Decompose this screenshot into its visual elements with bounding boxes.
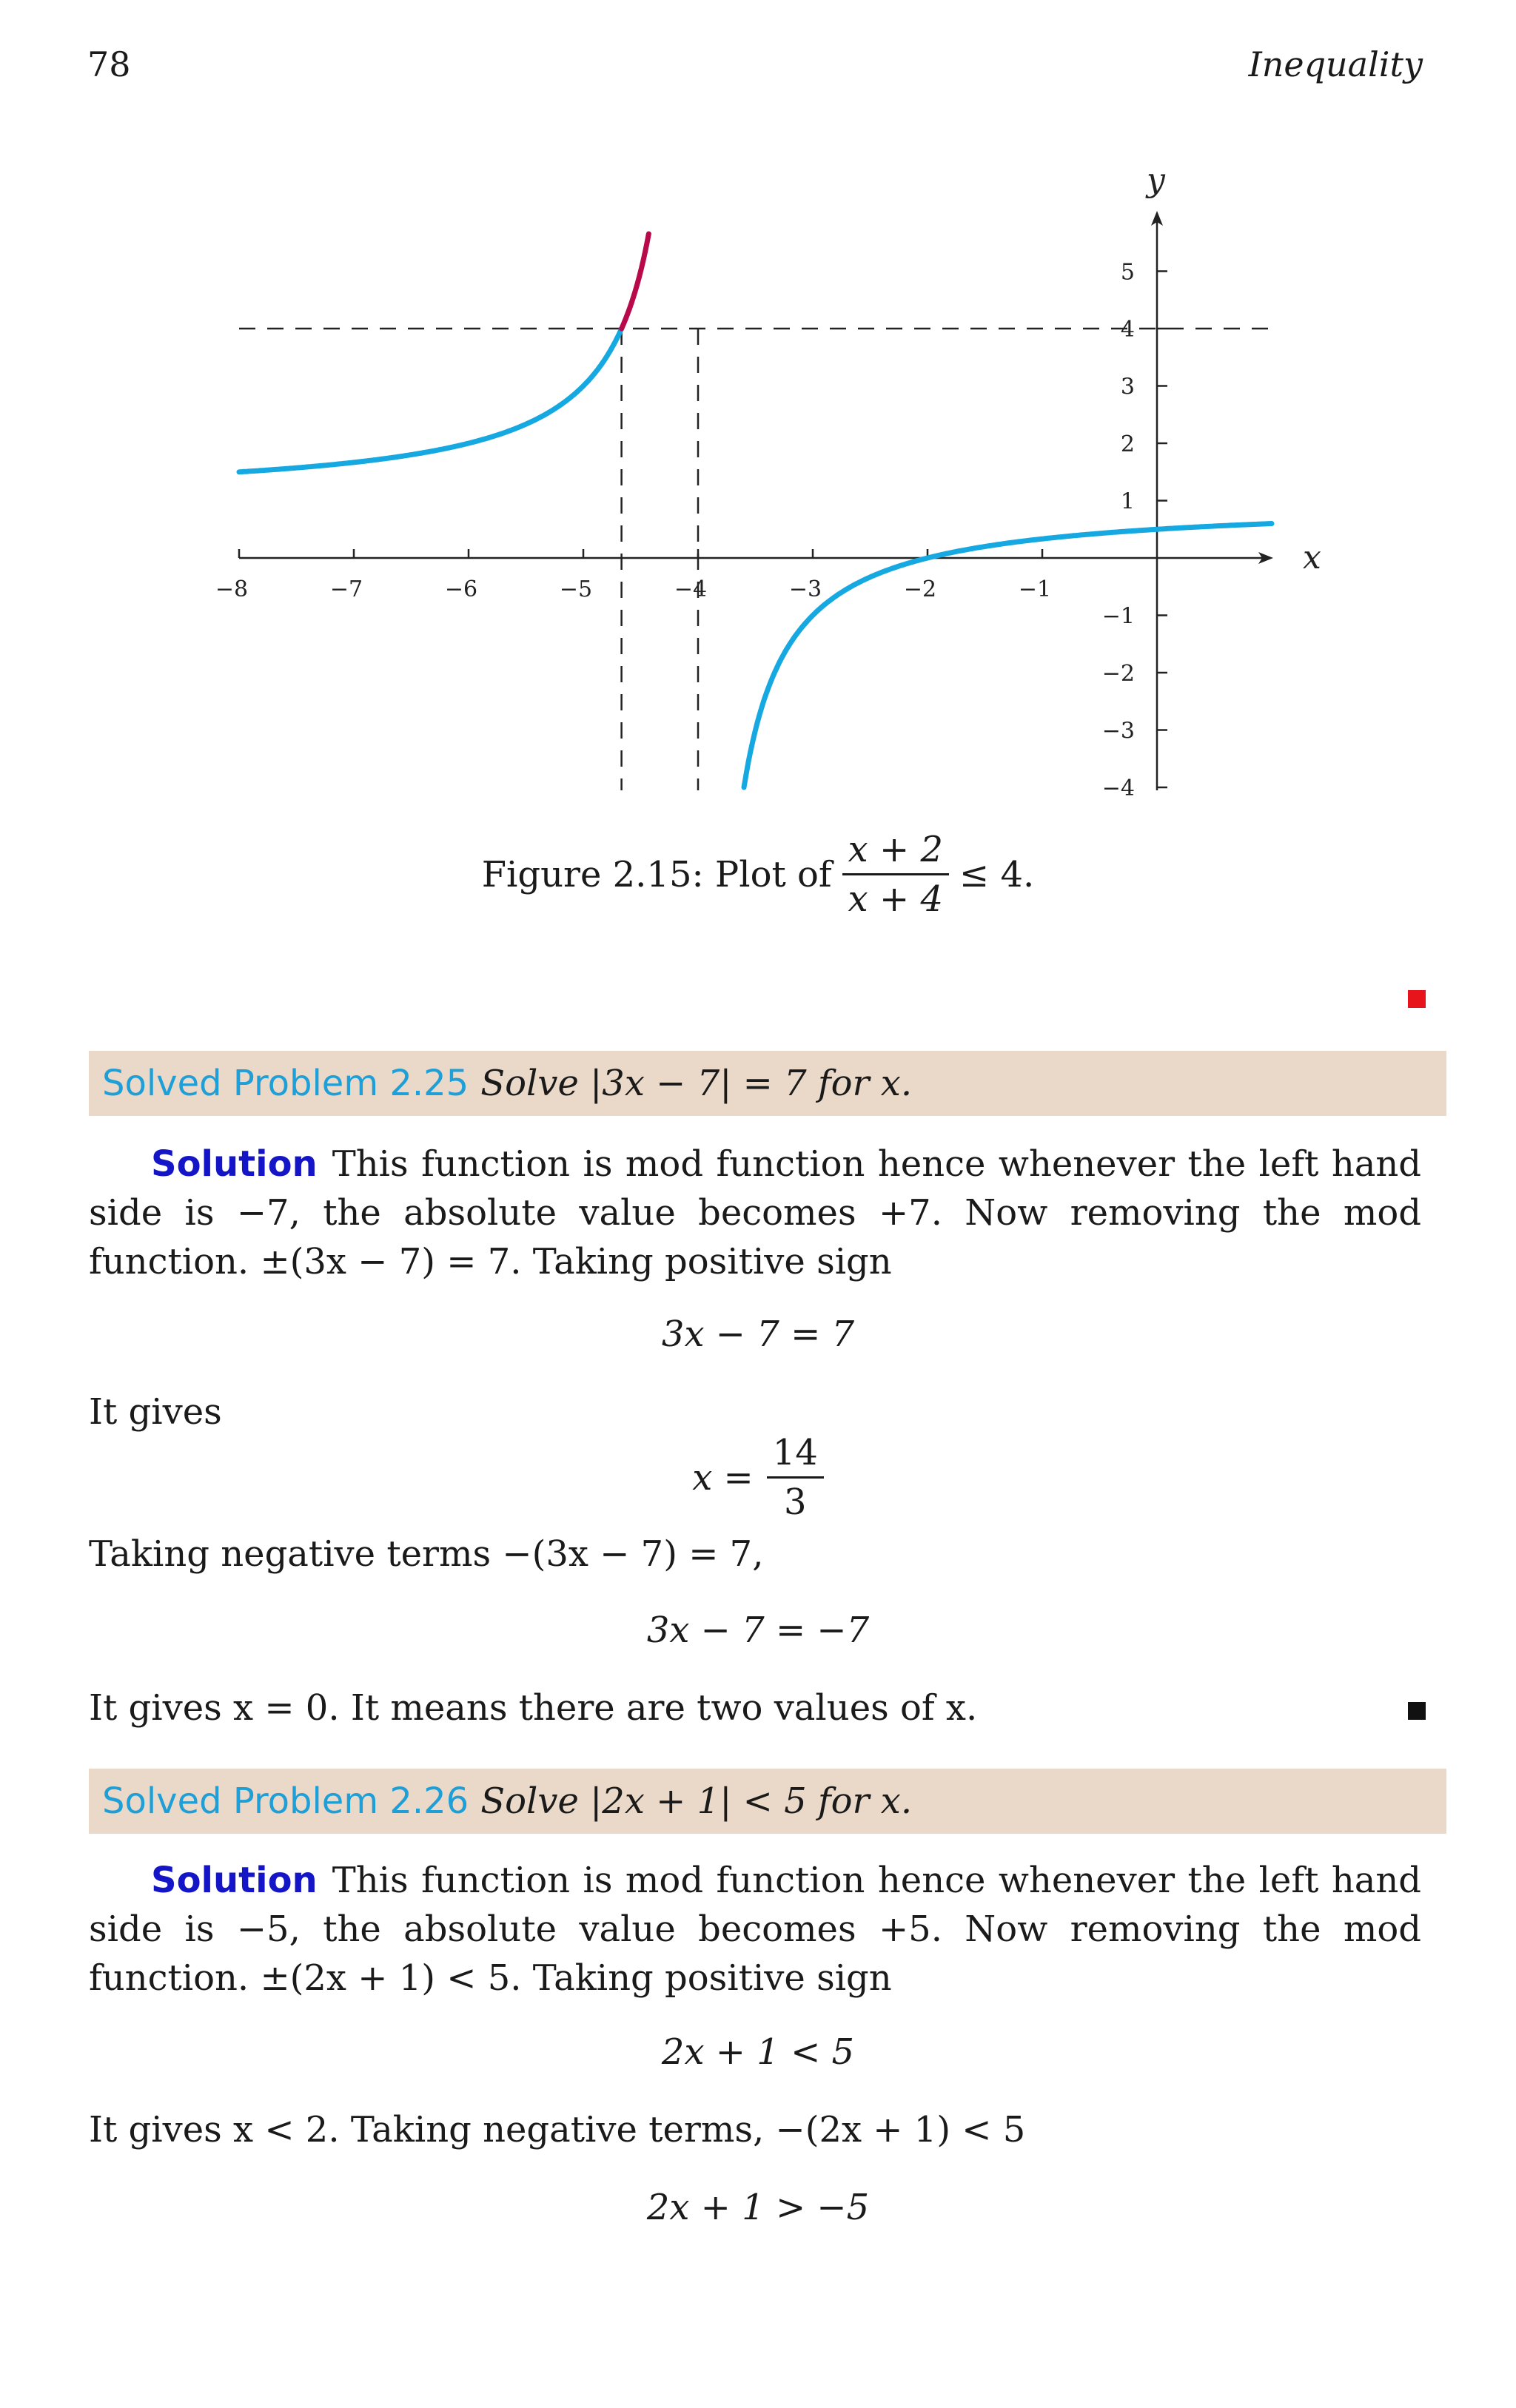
problem-statement: Solve |3x − 7| = 7 for x. <box>480 1063 913 1104</box>
figure-caption <box>0 829 1516 920</box>
problem-2-26-header <box>89 1769 1446 1834</box>
curve-left-branch-solution <box>239 329 622 472</box>
solution-label: Solution <box>151 1143 318 1185</box>
y-tick-label: 4 <box>1120 317 1135 343</box>
caption-suffix: ≤ 4. <box>959 853 1035 895</box>
y-tick-label: −1 <box>1101 603 1135 630</box>
caption-prefix: Figure 2.15: Plot of <box>481 853 832 895</box>
y-tick-label: 5 <box>1120 259 1135 286</box>
y-tick-label: 2 <box>1120 431 1135 457</box>
equation-2-lhs: x = <box>692 1456 754 1499</box>
text-it-gives: It gives <box>89 1391 222 1433</box>
problem-label: Solved Problem 2.26 <box>102 1780 469 1822</box>
x-tick-label: −1 <box>1018 576 1052 602</box>
caption-denominator: x + 4 <box>848 878 944 920</box>
x-tick-label: −3 <box>788 576 822 602</box>
solution-text: This function is mod function hence whenever the left hand side is −5, the absolute value becomes +5. Now removing the mod function. ±(2x + 1) < 5. Taking positive sign <box>89 1860 1421 1999</box>
curve-left-branch-excluded <box>622 234 649 329</box>
end-of-example-square-red <box>1408 990 1426 1008</box>
caption-numerator: x + 2 <box>842 829 949 875</box>
x-tick-label: −4 <box>674 576 708 602</box>
y-tick-label: 3 <box>1120 374 1135 400</box>
equation-2-numerator: 14 <box>767 1432 824 1479</box>
solution-paragraph <box>89 1856 1421 2002</box>
equation-2: 2x + 1 > −5 <box>646 2187 870 2228</box>
text-it-gives: It gives x < 2. Taking negative terms, −(2x + 1) < 5 <box>89 2109 1026 2150</box>
equation-2 <box>0 1432 1516 1523</box>
plot-svg <box>0 0 1516 814</box>
x-axis-label: x <box>1303 539 1321 576</box>
equation-1: 3x − 7 = 7 <box>661 1314 855 1355</box>
equation-1: 2x + 1 < 5 <box>661 2031 855 2073</box>
problem-2-25-header <box>89 1051 1446 1116</box>
caption-fraction <box>842 829 949 920</box>
text-negative-terms: Taking negative terms −(3x − 7) = 7, <box>89 1533 764 1575</box>
x-tick-label: −7 <box>329 576 363 602</box>
y-tick-label: 1 <box>1120 488 1135 515</box>
equation-2-denominator: 3 <box>784 1482 807 1523</box>
solution-label: Solution <box>151 1860 318 1901</box>
equation-2-fraction <box>767 1432 824 1523</box>
text-two-values: It gives x = 0. It means there are two values of x. <box>89 1687 978 1729</box>
x-tick-label: −2 <box>903 576 937 602</box>
curve-right-branch <box>744 524 1272 788</box>
x-tick-label: −6 <box>444 576 478 602</box>
y-tick-label: −3 <box>1101 718 1135 744</box>
problem-label: Solved Problem 2.25 <box>102 1063 469 1104</box>
equation-3: 3x − 7 = −7 <box>646 1610 870 1651</box>
y-tick-label: −2 <box>1101 661 1135 687</box>
y-tick-label: −4 <box>1101 776 1135 801</box>
problem-statement: Solve |2x + 1| < 5 for x. <box>480 1780 913 1822</box>
end-of-proof-square <box>1408 1702 1426 1720</box>
page-number: 78 <box>87 44 131 84</box>
y-axis-label: y <box>1147 161 1165 199</box>
running-title: Inequality <box>1248 44 1423 84</box>
x-tick-label: −5 <box>559 576 593 602</box>
x-tick-label: −8 <box>215 576 249 602</box>
solution-paragraph <box>89 1140 1421 1286</box>
figure-plot <box>0 0 1516 814</box>
solution-text: This function is mod function hence whenever the left hand side is −7, the absolute value becomes +7. Now removing the mod function. ±(3x − 7) = 7. Taking positive sign <box>89 1143 1421 1282</box>
